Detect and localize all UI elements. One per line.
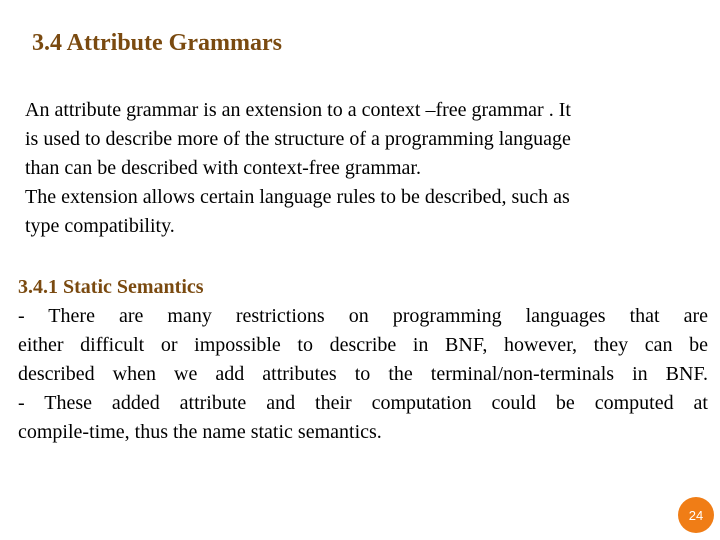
section-line: either difficult or impossible to describe in BNF, however, they can be (18, 334, 708, 356)
section-line: described when we add attributes to the terminal/non-terminals in BNF. (18, 363, 708, 385)
intro-line: type compatibility. (25, 215, 175, 237)
section-line: - There are many restrictions on programming languages that are (18, 305, 708, 327)
intro-paragraph (25, 96, 690, 241)
section-heading: 3.4.1 Static Semantics (18, 276, 204, 298)
intro-line: than can be described with context-free grammar. (25, 157, 421, 179)
section-line: - These added attribute and their computation could be computed at (18, 392, 708, 414)
intro-line: The extension allows certain language rules to be described, such as (25, 186, 570, 208)
static-semantics-section (18, 273, 708, 447)
intro-line: is used to describe more of the structure of a programming language (25, 128, 571, 150)
page-number-badge: 24 (678, 497, 714, 533)
intro-line: An attribute grammar is an extension to a context –free grammar . It (25, 99, 571, 121)
section-line: compile-time, thus the name static semantics. (18, 421, 382, 443)
slide-title: 3.4 Attribute Grammars (32, 30, 282, 56)
